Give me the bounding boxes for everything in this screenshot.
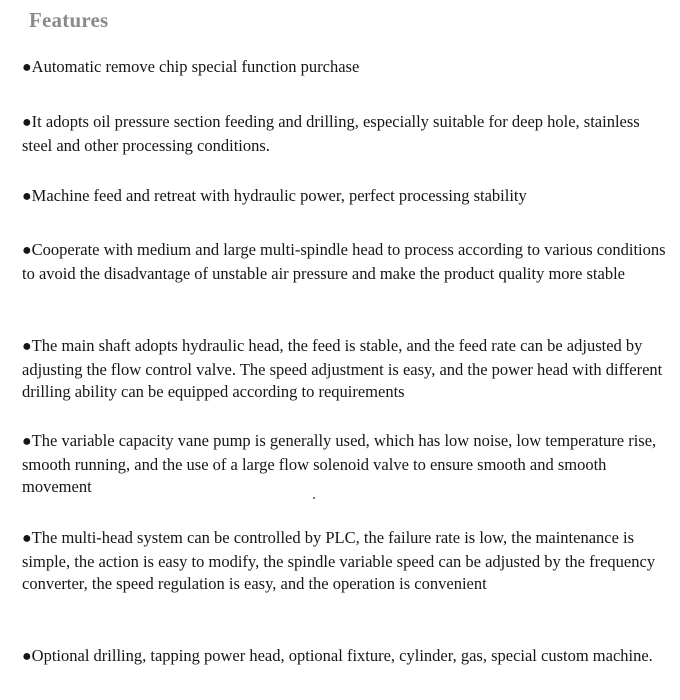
bullet-icon: ● [22,188,32,205]
bullet-icon: ● [22,648,32,665]
bullet-icon: ● [22,530,32,547]
feature-item-2 [22,111,672,157]
feature-item-8 [22,645,672,669]
feature-item-4 [22,239,672,285]
feature-text: The variable capacity vane pump is generally used, which has low noise, low temperature rise, smooth running, and the use of a large flow solenoid valve to ensure smooth and smooth movement [22,431,657,496]
feature-item-5 [22,335,672,404]
bullet-icon: ● [22,338,32,355]
feature-text: Machine feed and retreat with hydraulic power, perfect processing stability [31,186,527,205]
feature-item-6 [22,430,672,499]
page-title: Features [29,8,109,32]
feature-text: Cooperate with medium and large multi-spindle head to process according to various conditions to avoid the disadvantage of unstable air pressure and make the product quality more stable [22,240,666,283]
feature-text: It adopts oil pressure section feeding and drilling, especially suitable for deep hole, stainless steel and other processing conditions. [22,112,640,155]
feature-text: Automatic remove chip special function purchase [31,57,360,76]
bullet-icon: ● [22,59,32,76]
feature-item-7 [22,527,672,596]
feature-text: The multi-head system can be controlled by PLC, the failure rate is low, the maintenance is simple, the action is easy to modify, the spindle variable speed can be adjusted by the frequency converter, the speed regulation is easy, and the operation is convenient [22,528,656,593]
feature-item-1 [22,56,672,80]
feature-text: Optional drilling, tapping power head, optional fixture, cylinder, gas, special custom machine. [31,646,653,665]
feature-text: The main shaft adopts hydraulic head, the feed is stable, and the feed rate can be adjusted by adjusting the flow control valve. The speed adjustment is easy, and the power head with different drilling ability can be equipped according to requirements [22,336,663,401]
bullet-icon: ● [22,433,32,450]
bullet-icon: ● [22,242,32,259]
bullet-icon: ● [22,114,32,131]
feature-item-3 [22,185,672,209]
stray-dot [313,497,315,499]
